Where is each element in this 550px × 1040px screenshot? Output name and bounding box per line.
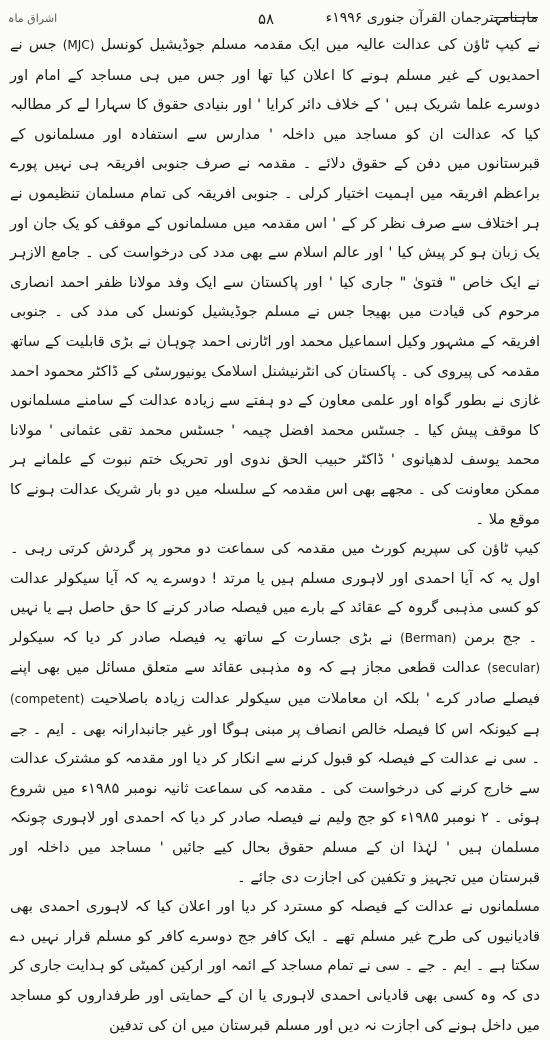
- text-run: ہے کیونکہ اس کا فیصلہ خالص انصاف پر مبنی ہوگا اور غیر جانبدارانہ بھی ۔ ایم ۔ جے ۔ سی نے عدالت کے فیصلہ کو قبول کرنے سے انکار کر دیا اور مقدمہ کو مشترک عدالت سے خارج کرنے کی درخواست کی ۔ مقدمہ کی سماعت ثانیہ نومبر ۱۹۸۵ء میں شروع ہوئی ۔ ۲ نومبر ۱۹۸۵ء کو جج ولیم نے فیصلہ صادر کر دیا کہ احمدی اور لاہوری چونکہ مسلمان ہیں ' لہٰذا ان کے مسلم حقوق بحال کیے جائیں ' مساجد میں داخلہ اور قبرستان میں تجہیز و تکفین کی اجازت دی جائے ۔: [10, 720, 540, 886]
- paragraph-3: [10, 892, 540, 1040]
- text-run: عدالت قطعی مجاز ہے کہ وہ مذہبی عقائد سے متعلق مسائل میں بھی اپنے فیصلے صادر کرے ' بلکہ ان معاملات میں سیکولر عدالت زیادہ باصلاحیت: [10, 659, 540, 708]
- header-left-note: اشراق ماہ: [8, 12, 58, 25]
- text-run: مسلمانوں نے عدالت کے فیصلہ کو مسترد کر دیا اور اعلان کیا کہ لاہوری احمدی بھی قادیانیوں کی طرح غیر مسلم تھے ۔ ایک کافر جج دوسرے کافر کو مسلم قرار نہیں دے سکتا ہے ۔ ایم ۔ جے ۔ سی نے تمام مساجد کے ائمہ اور ارکین کمیٹی کو ہدایت جاری کر دی کہ وہ کسی بھی قادیانی احمدی لاہوری یا ان کے حمایتی اور طرفداروں کو مساجد میں داخل ہونے کی اجازت نہ دیں اور مسلم قبرستان میں ان کی تدفین: [10, 898, 540, 1034]
- text-run-latin: (Berman): [400, 630, 457, 645]
- header-date: جنوری ۱۹۹۶ء: [325, 10, 405, 26]
- text-run: کیپ ٹاؤن کی سپریم کورٹ میں مقدمہ کی سماعت دو محور پر گردش کرتی رہی ۔ اول یہ کہ آیا احمدی اور لاہوری مسلم ہیں یا مرتد ! دوسرے یہ کہ آیا سیکولر عدالت کو کسی مذہبی گروہ کے عقائد کے بارے میں فیصلہ صادر کرنے کا حق حاصل ہے یا نہیں ۔ جج برمن: [10, 540, 540, 646]
- header-journal-title: ترجمان القرآن: [409, 10, 494, 26]
- text-run-latin: (competent): [10, 692, 85, 707]
- article-body: [10, 30, 540, 1034]
- text-run: نے کیپ ٹاؤن کی عدالت عالیہ میں ایک مقدمہ مسلم جوڈیشیل کونسل: [94, 36, 540, 53]
- header-journal: [326, 10, 538, 26]
- text-run: نے بڑی جسارت کے ساتھ یہ فیصلہ صادر کر دیا کہ سیکولر: [10, 628, 393, 646]
- paragraph-1: [10, 30, 540, 534]
- header-journal-prefix: ماہنامہ: [493, 10, 538, 26]
- text-run-latin: (secular): [487, 661, 540, 676]
- text-run: جس نے احمدیوں کے غیر مسلم ہونے کا اعلان کیا تھا اور جس میں ہی مساجد کے امام اور دوسرے علما شریک ہیں ' کے خلاف دائر کرایا ' اور بنیادی حقوق کا سہارا لے کر مطالبہ کیا کہ عدالت ان کو مساجد میں داخلہ ' مدارس سے استفادہ اور مسلمانوں کے قبرستانوں میں دفن کے حقوق دلائے ۔ مقدمہ نے صرف جنوبی افریقہ ہی نہیں پورے براعظم افریقہ میں اہمیت اختیار کرلی ۔ جنوبی افریقہ کی تمام مسلمان تنظیموں نے ہر اختلاف سے صرف نظر کر کے ' اس مقدمہ میں مسلمانوں کے موقف کو یک جان اور یک زبان ہو کر پیش کیا ' اور عالم اسلام سے بھی مدد کی درخواست کی ۔ جامع الازہر نے ایک خاص " فتویٰ " جاری کیا ' اور پاکستان سے ایک وفد مولانا ظفر احمد انصاری مرحوم کی قیادت میں بھیجا جس نے مسلم جوڈیشیل کونسل کی مدد کی ۔ جنوبی افریقہ کے مشہور وکیل اسماعیل محمد اور اٹارنی احمد چوہان نے بڑی قابلیت کے ساتھ مقدمہ کی پیروی کی ۔ پاکستان کی انٹرنیشنل اسلامک یونیورسٹی کے ڈاکٹر محمود احمد غازی نے بطور گواہ اور علمی معاون کے دو ہفتے سے زیادہ عدالت کے سامنے مسلمانوں کا موقف پیش کیا ۔ جسٹس محمد افضل چیمہ ' جسٹس محمد تقی عثمانی ' مولانا محمد یوسف لدھیانوی ' ڈاکٹر حبیب الحق ندوی اور تحریک ختم نبوت کے علمانے ہر ممکن معاونت کی ۔ مجھے بھی اس مقدمہ کے سلسلہ میں دو بار شریک عدالت ہونے کا موقع ملا ۔: [10, 36, 540, 528]
- page-number: ۵۸: [258, 10, 275, 28]
- page-header: [0, 6, 550, 32]
- text-run-latin: (MJC): [62, 38, 95, 52]
- paragraph-2: [10, 534, 540, 892]
